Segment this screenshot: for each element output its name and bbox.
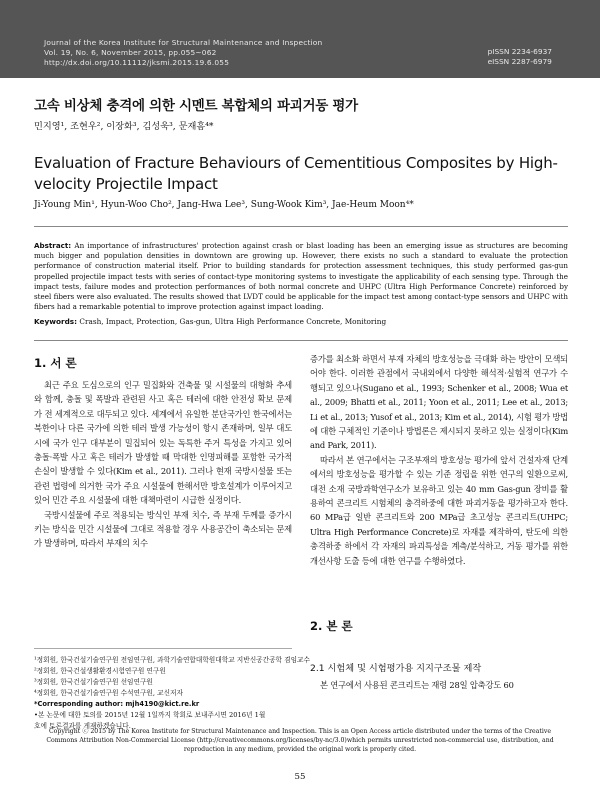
footnote: ²정회원, 한국건설생활환경시험연구원 연구원 [34,667,166,675]
paragraph: 본 연구에서 사용된 콘크리트는 재령 28일 압축강도 60 [320,680,514,690]
right-column-body [310,352,568,568]
footnote: •본 논문에 대한 토의를 2015년 12월 1일까지 학회로 보내주시면 2016년 1월 [34,711,266,719]
korean-authors: 민지영¹, 조현우², 이장화³, 김성욱³, 문재흠⁴* [34,121,214,132]
section-1-body [34,378,292,551]
page-number: 55 [294,772,306,782]
journal-header-band [0,0,600,78]
keywords-text: Crash, Impact, Protection, Gas-gun, Ultra High Performance Concrete, Monitoring [79,317,387,326]
english-authors: Ji-Young Min¹, Hyun-Woo Cho², Jang-Hwa Lee³, Sung-Wook Kim³, Jae-Heum Moon⁴* [34,200,414,210]
footnote: ³정회원, 한국건설기술연구원 선임연구원 [34,678,153,686]
abstract-label: Abstract: [34,241,72,250]
abstract-text: An importance of infrastructures' protection against crash or blast loading has been an emerging issue as structures are becoming much bigger and population densities in downtown are growing up. However, there exists no such a standard to evaluate the protection performance of construction material itself. Prior to building standards for protection assessment techniques, this study performed gas-gun propelled projectile impact tests with series of contact-type monitoring systems to investigate the applicability of each sensing type. Through the impact tests, failure modes and protection performances of both normal concrete and UHPC (Ultra High Performance Concrete) reinforced by steel fibers were also evaluated. The results showed that LVDT could be applicable for the impact test among contact-type sensors and UHPC with fibers had a remarkable potential to improve protection against impact loading. [34,241,568,312]
section-2-title: 2. 본 론 [310,619,353,633]
footnote: 호에 토론결과를 게재하겠습니다. [34,722,131,730]
issn-info [488,47,552,67]
english-title: Evaluation of Fracture Behaviours of Cementitious Composites by High-velocity Projectile Impact [34,154,558,193]
corresponding-author: *Corresponding author: mjh4190@kict.re.kr [34,700,200,708]
section-2-body [310,678,568,692]
keywords-label: Keywords: [34,317,78,326]
paragraph: 증가를 최소화 하면서 부재 자체의 방호성능을 극대화 하는 방안이 모색되어야 한다. 이러한 관점에서 국내외에서 다양한 해석적·실험적 연구가 수행되고 있으나(Sugano et al., 1993; Schenker et al., 2008; Wua et al., 2009; Bhatti et al., 2011; Yoon et al., 2011; Lee et al., 2013; Li et al., 2013; Yusof et al., 2013; Kim et al., 2014), 시험 평가 방법에 대한 구체적인 기준이나 방법론은 제시되지 못하고 있는 실정이다(Kim and Park, 2011). [310,354,568,451]
paragraph: 따라서 본 연구에서는 구조부재의 방호성능 평가에 앞서 건설자재 단계에서의 방호성능을 평가할 수 있는 기준 정립을 위한 연구의 일환으로써, 대전 소재 국방과학연구소가 보유하고 있는 40 mm Gas-gun 장비를 활용하여 콘크리트 시험체의 충격하중에 대한 파괴거동을 평가하고자 한다. 60 MPa급 일반 콘크리트와 200 MPa급 초고성능 콘크리트(UHPC; Ultra High Performance Concrete)로 자재를 제작하여, 탄도에 의한 충격하중 하에서 각 자재의 파괴특성을 계측/분석하고, 거동 평가를 위한 개선사항 도출 등에 대한 연구를 수행하였다. [310,454,568,566]
journal-header-info [44,38,322,68]
keywords [34,317,568,326]
eissn: eISSN 2287-6979 [487,57,552,66]
journal-volume: Vol. 19, No. 6, November 2015, pp.055~062 [44,48,217,57]
subsection-2-1-title: 2.1 시험체 및 시험평가용 지지구조물 제작 [310,663,482,674]
footnote: ¹정회원, 한국건설기술연구원 전임연구원, 과학기술연합대학원대학교 지반신공간공학 겸임교수 [34,656,310,664]
footnote: ⁴정회원, 한국건설기술연구원 수석연구원, 교신저자 [34,689,183,697]
journal-doi[interactable]: http://dx.doi.org/10.11112/jksmi.2015.19.6.055 [44,58,230,67]
section-1-title: 1. 서 론 [34,356,77,370]
paragraph: 최근 주요 도심으로의 인구 밀집화와 건축물 및 시설물의 대형화 추세와 함께, 충돌 및 폭발과 관련된 사고 혹은 테러에 대한 안전성 확보 문제가 전 세계적으로 대두되고 있다. 세계에서 유일한 분단국가인 한국에서는 북한이나 다른 국가에 의한 테러 발생 가능성이 항시 존재하며, 일부 대도시에 국가 인구 대부분이 밀집되어 있는 독특한 주거 특성을 가지고 있어 충돌·폭발 사고 혹은 테러가 발생할 때 막대한 인명피해를 포함한 국가적 손실이 발생할 수 있다(Kim et al., 2011). 그러나 현재 국방시설물 또는 관련 법령에 의거한 국가 주요 시설물에 한해서만 방호설계가 이루어지고 있어 민간 주요 시설물에 대한 대책마련이 시급한 실정이다. [34,380,292,506]
footnotes [34,648,310,732]
abstract [34,241,568,312]
journal-name: Journal of the Korea Institute for Structural Maintenance and Inspection [44,38,323,47]
korean-title: 고속 비상체 충격에 의한 시멘트 복합체의 파괴거동 평가 [34,98,358,114]
pissn: pISSN 2234-6937 [487,47,552,56]
paragraph: 국방시설물에 주로 적용되는 방식인 부재 치수, 즉 부재 두께를 증가시키는 방식을 민간 시설물에 그대로 적용할 경우 사용공간이 축소되는 문제가 발생하며, 따라서 부재의 치수 [34,509,292,549]
copyright-notice: Copyright ⓒ 2015 by The Korea Institute for Structural Maintenance and Inspection. This is an Open Access article distributed under the terms of the Creative Commons Attribution Non-Commercial License (http://creativecommons.org/licenses/by-nc/3.0)which permits unrestricted non-commercial use, distribution, and reproduction in any medium, provided the original work is properly cited. [46,728,554,753]
